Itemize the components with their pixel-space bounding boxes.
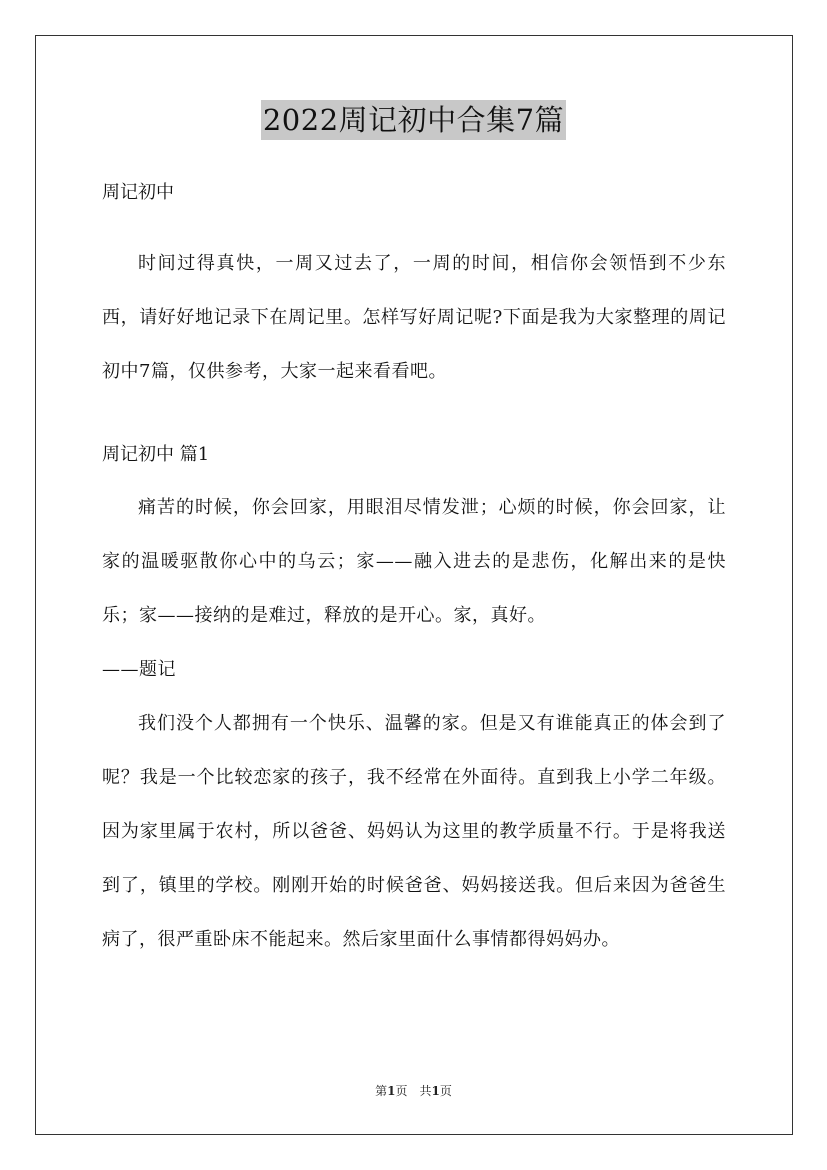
footer-page-current: 1 [387, 1084, 396, 1098]
intro-heading: 周记初中 [102, 182, 174, 203]
section-heading: 周记初中 篇1 [102, 444, 210, 465]
footer-page-suffix: 页 [439, 1084, 452, 1098]
body-paragraph: 痛苦的时候，你会回家，用眼泪尽情发泄；心烦的时候，你会回家，让家的温暖驱散你心中的乌云；家——融入进去的是悲伤，化解出来的是快乐；家——接纳的是难过，释放的是开心。家，真好。 [102, 497, 726, 626]
intro-paragraph: 时间过得真快，一周又过去了，一周的时间，相信你会领悟到不少东西，请好好地记录下在周记里。怎样写好周记呢?下面是我为大家整理的周记初中7篇，仅供参考，大家一起来看看吧。 [102, 253, 726, 382]
spacer [102, 399, 726, 434]
footer-page-total: 1 [431, 1084, 440, 1098]
spacer [102, 214, 726, 237]
page-footer [0, 1083, 827, 1099]
document-body [102, 172, 726, 967]
epigraph-attribution: ——题记 [102, 659, 176, 680]
title-wrap [0, 100, 827, 140]
body-paragraph: 我们没个人都拥有一个快乐、温馨的家。但是又有谁能真正的体会到了呢？我是一个比较恋家的孩子，我不经常在外面待。直到我上小学二年级。因为家里属于农村，所以爸爸、妈妈认为这里的教学质量不行。于是将我送到了，镇里的学校。刚刚开始的时候爸爸、妈妈接送我。但后来因为爸爸生病了，很严重卧床不能起来。然后家里面什么事情都得妈妈办。 [102, 713, 726, 950]
footer-page-prefix: 第 [375, 1084, 388, 1098]
footer-page-mid: 页 共 [395, 1084, 432, 1098]
document-title: 2022周记初中合集7篇 [261, 100, 566, 140]
